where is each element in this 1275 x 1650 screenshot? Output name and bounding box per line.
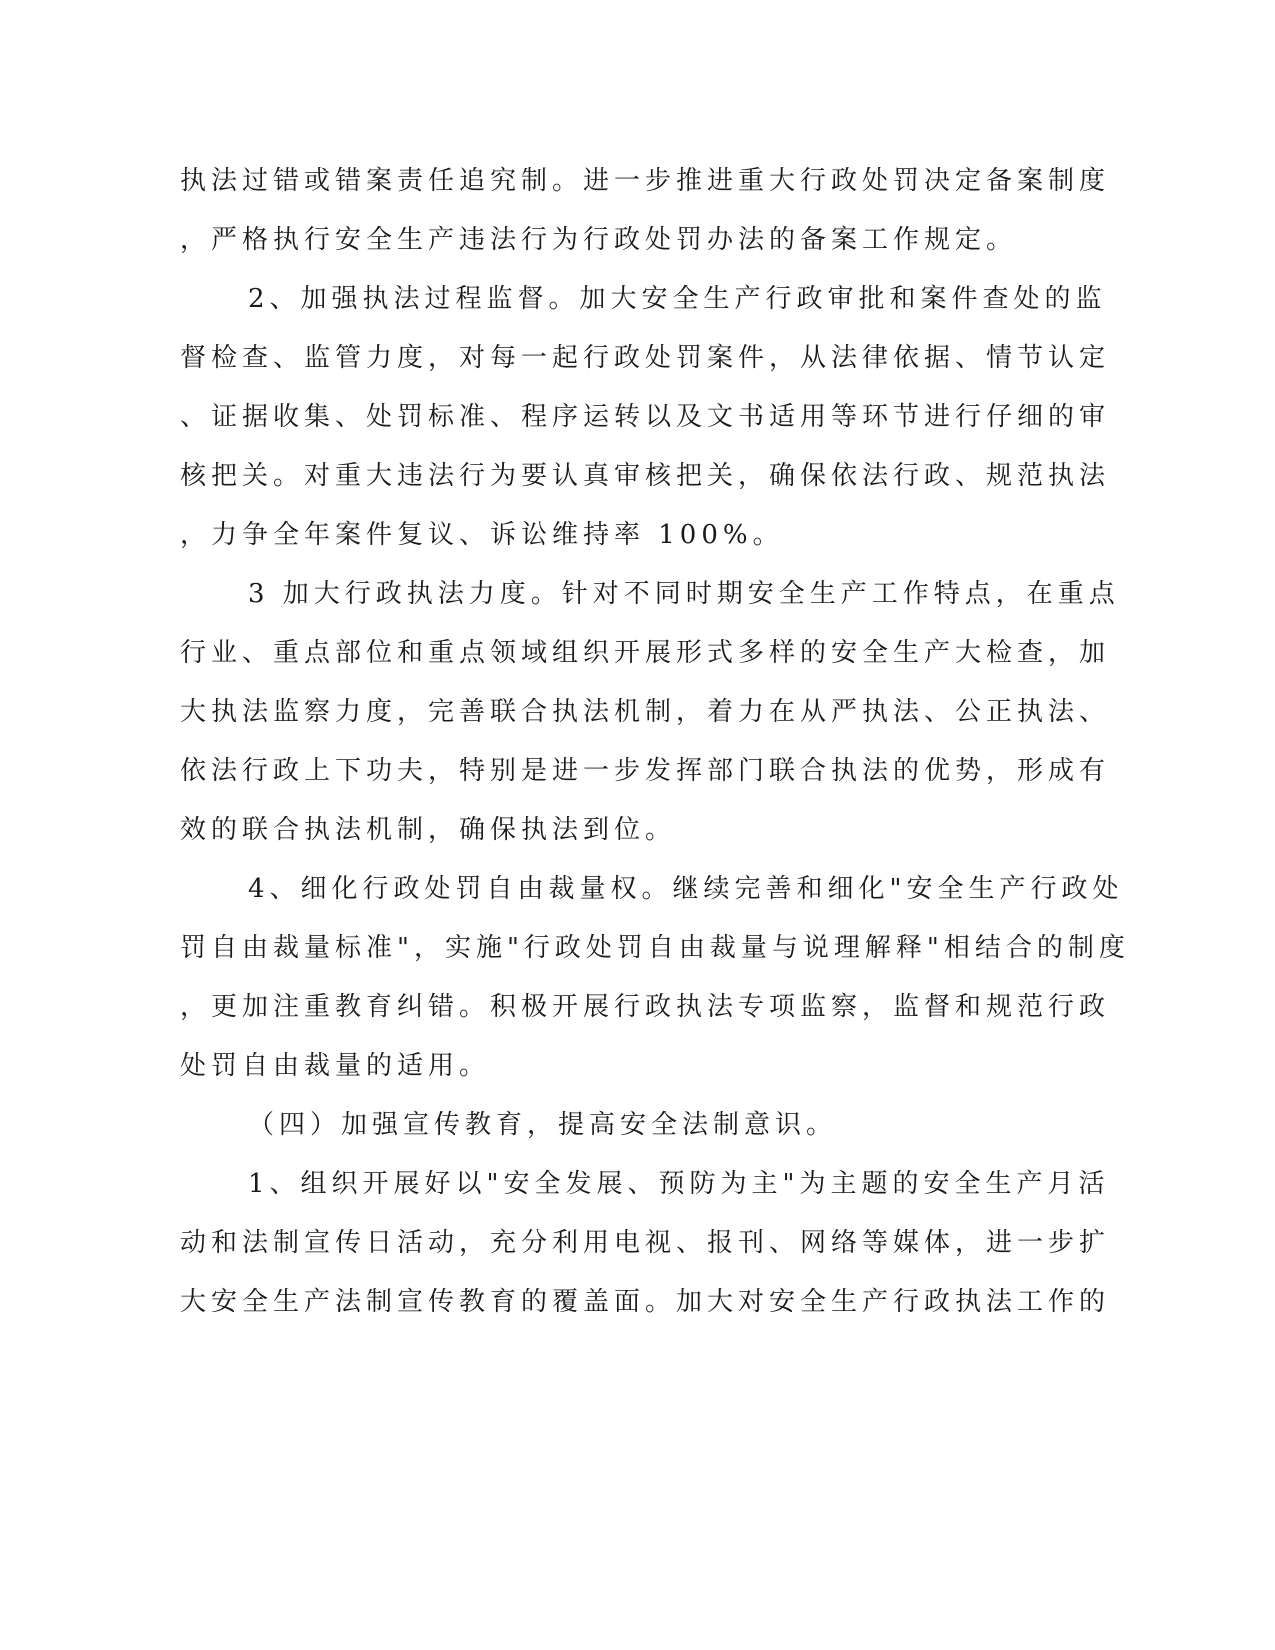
text-line: 效的联合执法机制，确保执法到位。: [180, 815, 677, 845]
text-line: 2、加强执法过程监督。加大安全生产行政审批和案件查处的监: [248, 284, 1107, 314]
text-line: 4、细化行政处罚自由裁量权。继续完善和细化"安全生产行政处: [248, 874, 1124, 904]
text-line: 、证据收集、处罚标准、程序运转以及文书适用等环节进行仔细的审: [180, 402, 1111, 432]
text-line: 行业、重点部位和重点领域组织开展形式多样的安全生产大检查，加: [180, 638, 1111, 668]
text-line: 大执法监察力度，完善联合执法机制，着力在从严执法、公正执法、: [180, 697, 1111, 727]
section-heading: （四）加强宣传教育，提高安全法制意识。: [248, 1110, 838, 1140]
text-line: 罚自由裁量标准"，实施"行政处罚自由裁量与说理解释"相结合的制度: [180, 933, 1130, 963]
text-line: ，严格执行安全生产违法行为行政处罚办法的备案工作规定。: [180, 225, 1018, 255]
text-line: 执法过错或错案责任追究制。进一步推进重大行政处罚决定备案制度: [180, 166, 1111, 196]
text-line: 1、组织开展好以"安全发展、预防为主"为主题的安全生产月活: [248, 1169, 1110, 1199]
text-line: ，更加注重教育纠错。积极开展行政执法专项监察，监督和规范行政: [180, 992, 1111, 1022]
text-line: 3 加大行政执法力度。针对不同时期安全生产工作特点，在重点: [248, 579, 1120, 609]
text-line: 依法行政上下功夫，特别是进一步发挥部门联合执法的优势，形成有: [180, 756, 1111, 786]
text-line: 大安全生产法制宣传教育的覆盖面。加大对安全生产行政执法工作的: [180, 1287, 1111, 1317]
text-line: 处罚自由裁量的适用。: [180, 1051, 491, 1081]
text-line: ，力争全年案件复议、诉讼维持率 100%。: [180, 520, 784, 550]
text-line: 核把关。对重大违法行为要认真审核把关，确保依法行政、规范执法: [180, 461, 1111, 491]
text-line: 动和法制宣传日活动，充分利用电视、报刊、网络等媒体，进一步扩: [180, 1228, 1111, 1258]
text-line: 督检查、监管力度，对每一起行政处罚案件，从法律依据、情节认定: [180, 343, 1111, 373]
